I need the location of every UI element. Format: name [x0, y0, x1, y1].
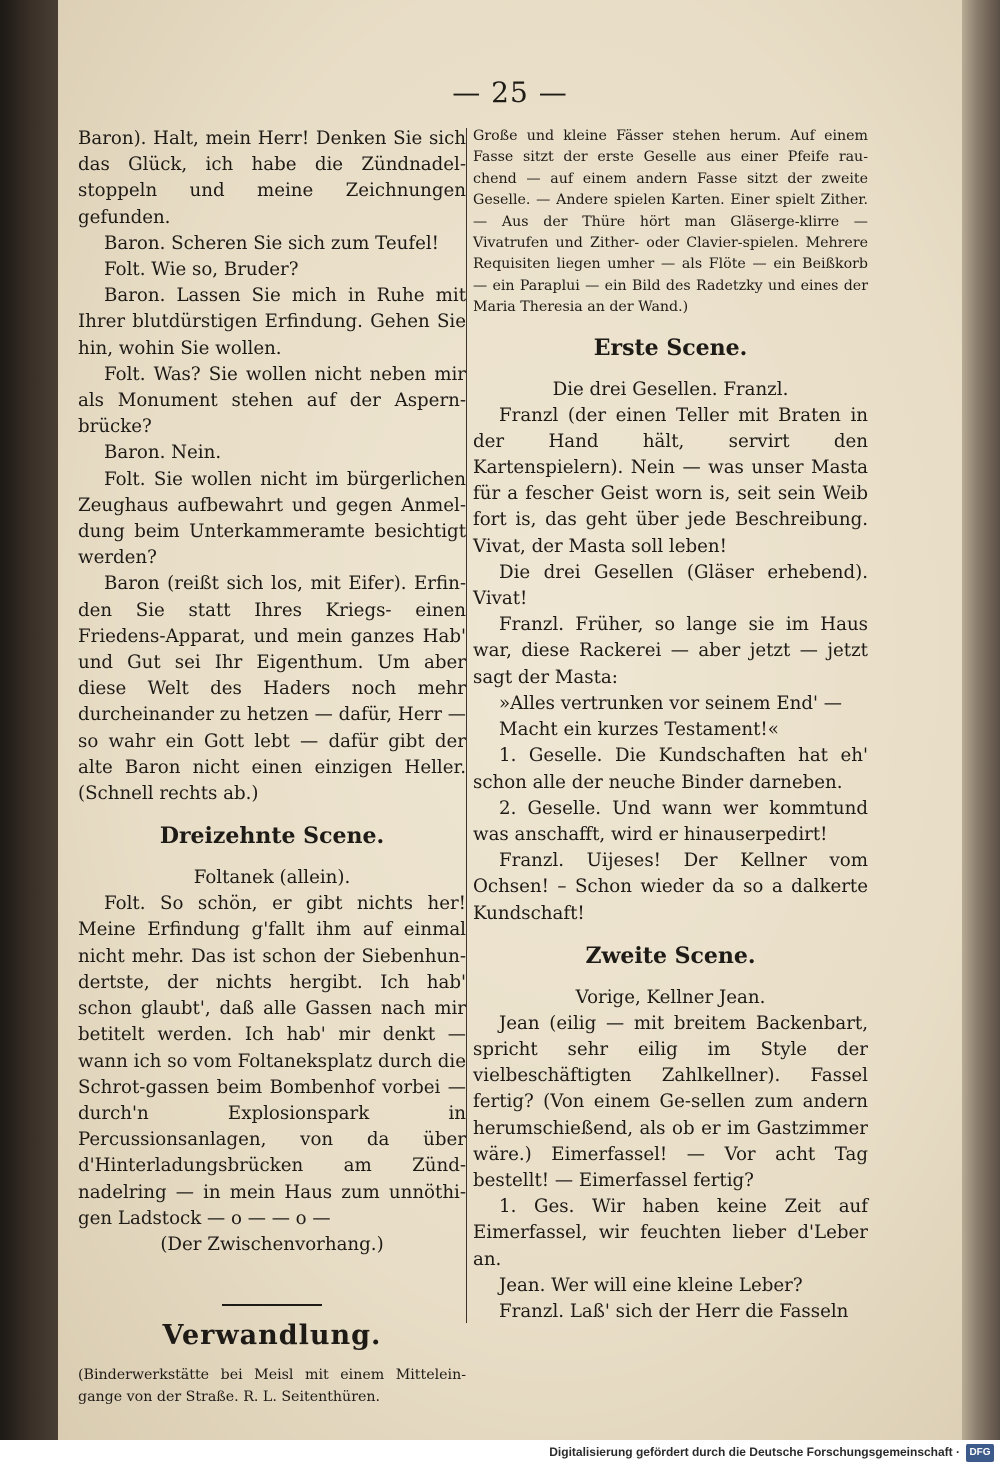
text-paragraph: 2. Geselle. Und wann wer kommtund was anschafft, wird er hinauserpedirt! — [473, 797, 868, 845]
text-paragraph: Folt. Wie so, Bruder? — [104, 259, 299, 281]
text-paragraph: Folt. So schön, er gibt nichts her! Meine Erfindung g'fallt ihm auf einmal nicht mehr. Das ist schon der Siebenhun-dertste, der nichts hergibt. Ich hab' schon glaubt', daß alle Gassen nach mir betitelt werden. Ich hab' mir denkt — wann ich so vom Foltaneksplatz durch die Schrot-gassen beim Bombenhof vorbei — durch'n Explosionspark in Percussionsanlagen, von da über d'Hinterladungsbrücken am Zünd-nadelring — in mein Haus zum unnöthi-gen Ladstock — o — — o — — [78, 893, 466, 1229]
scene-heading: Erste Scene. — [593, 334, 748, 361]
text-paragraph: Franzl. Uijeses! Der Kellner vom Ochsen! – Schon wieder da so a dalkerte Kundschaft! — [473, 850, 868, 924]
page-edge — [960, 0, 1000, 1440]
text-paragraph: Folt. Sie wollen nicht im bürgerlichen Zeughaus aufbewahrt und gegen Anmel-dung beim Unterkammeramte besichtigt werden? — [78, 468, 466, 569]
spacer — [78, 807, 466, 821]
scene-heading: Dreizehnte Scene. — [159, 823, 385, 850]
spacer — [473, 971, 868, 985]
text-paragraph: 1. Ges. Wir haben keine Zeit auf Eimerfassel, wir feuchten lieber d'Leber an. — [473, 1196, 868, 1270]
spacer — [78, 1306, 466, 1320]
spacer — [473, 319, 868, 333]
cast-line: Vorige, Kellner Jean. — [575, 986, 766, 1008]
text-paragraph: Jean. Wer will eine kleine Leber? — [499, 1274, 803, 1296]
text-paragraph: (Der Zwischenvorhang.) — [160, 1233, 384, 1255]
spacer — [78, 1258, 466, 1304]
text-paragraph: Baron. Scheren Sie sich zum Teufel! — [104, 232, 439, 254]
stage-direction: Große und kleine Fässer stehen herum. Auf einem Fasse sitzt der erste Geselle aus einer Pfeife rau-chend — auf einem andern Fasse sitzt der zweite Geselle. — Andere spielen Karten. Einer spielt Zither. — Aus der Thüre hört man Gläserge-klirre — Vivatrufen und Zither- oder Clavier-spielen. Mehrere Requisiten liegen umher — als Flöte — ein Beißkorb — ein Paraplui — ein Bild des Radetzky und eines der Maria Theresia an der Wand.) — [473, 128, 868, 316]
right-column — [473, 126, 868, 1325]
cast-line: Foltanek (allein). — [193, 867, 351, 889]
spacer — [473, 927, 868, 941]
text-paragraph: Franzl (der einen Teller mit Braten in der Hand hält, servirt den Kartenspielern). Nein — was unser Masta für a fescher Geist worn is, seit sein Weib fort is, das geht über jede Beschreibung. Vivat, der Masta soll leben! — [473, 404, 868, 557]
text-paragraph: Baron. Lassen Sie mich in Ruhe mit Ihrer blutdürstigen Erfindung. Gehen Sie hin, wohin Sie wollen. — [78, 285, 466, 359]
text-paragraph: Baron. Nein. — [104, 442, 222, 464]
text-paragraph: Baron). Halt, mein Herr! Denken Sie sich das Glück, ich habe die Zündnadel-stoppeln und meine Zeichnungen gefunden. — [78, 128, 466, 228]
page-number: — 25 — — [452, 76, 568, 109]
column-divider — [466, 128, 467, 1323]
dfg-logo: DFG — [966, 1444, 994, 1462]
dfg-credit-text: Digitalisierung gefördert durch die Deutsche Forschungsgemeinschaft · — [549, 1445, 960, 1459]
text-paragraph: Folt. Was? Sie wollen nicht neben mir als Monument stehen auf der Aspern-brücke? — [78, 363, 466, 438]
text-paragraph: »Alles vertrunken vor seinem End' — — [499, 692, 842, 714]
spacer — [78, 851, 466, 865]
stage-direction: (Binderwerkstätte bei Meisl mit einem Mittelein-gange von der Straße. R. L. Seitenthüren. — [78, 1367, 466, 1405]
text-paragraph: Die drei Gesellen (Gläser erhebend). Vivat! — [473, 561, 868, 610]
text-paragraph: Baron (reißt sich los, mit Eifer). Erfin-den Sie statt Ihres Kriegs- einen Friedens-Apparat, und mein ganzes Hab' und Gut sei Ihr Eigenthum. Um aber diese Welt des Haders noch mehr durcheinander zu hetzen — dafür, Herr — so wahr ein Gott lebt — dafür gibt der alte Baron nicht einen einzigen Heller. (Schnell rechts ab.) — [78, 573, 466, 805]
cast-line: Die drei Gesellen. Franzl. — [552, 378, 789, 400]
text-paragraph: 1. Geselle. Die Kundschaften hat eh' schon alle der neuche Binder darneben. — [473, 745, 868, 793]
text-paragraph: Jean (eilig — mit breitem Backenbart, spricht sehr eilig im Style der vielbeschäftigten Zahlkellner). Fassel fertig? (Von einem Ge-sellen zum andern herumschießend, als ob er im Gastzimmer wäre.) Eimerfassel! — Vor acht Tag bestellt! — Eimerfassel fertig? — [473, 1012, 868, 1191]
text-paragraph: Franzl. Laß' sich der Herr die Fasseln — [499, 1300, 849, 1322]
scene-heading: Verwandlung. — [162, 1320, 382, 1352]
spacer — [78, 1351, 466, 1365]
spacer — [473, 363, 868, 377]
footer-bar — [0, 1440, 1000, 1467]
left-column — [78, 126, 466, 1408]
text-paragraph: Franzl. Früher, so lange sie im Haus war, diese Rackerei — aber jetzt — jetzt sagt der Masta: — [473, 614, 868, 688]
book-spine-shadow — [0, 0, 58, 1440]
scanned-page — [58, 0, 962, 1440]
scene-heading: Zweite Scene. — [585, 942, 756, 969]
text-paragraph: Macht ein kurzes Testament!« — [499, 719, 779, 741]
